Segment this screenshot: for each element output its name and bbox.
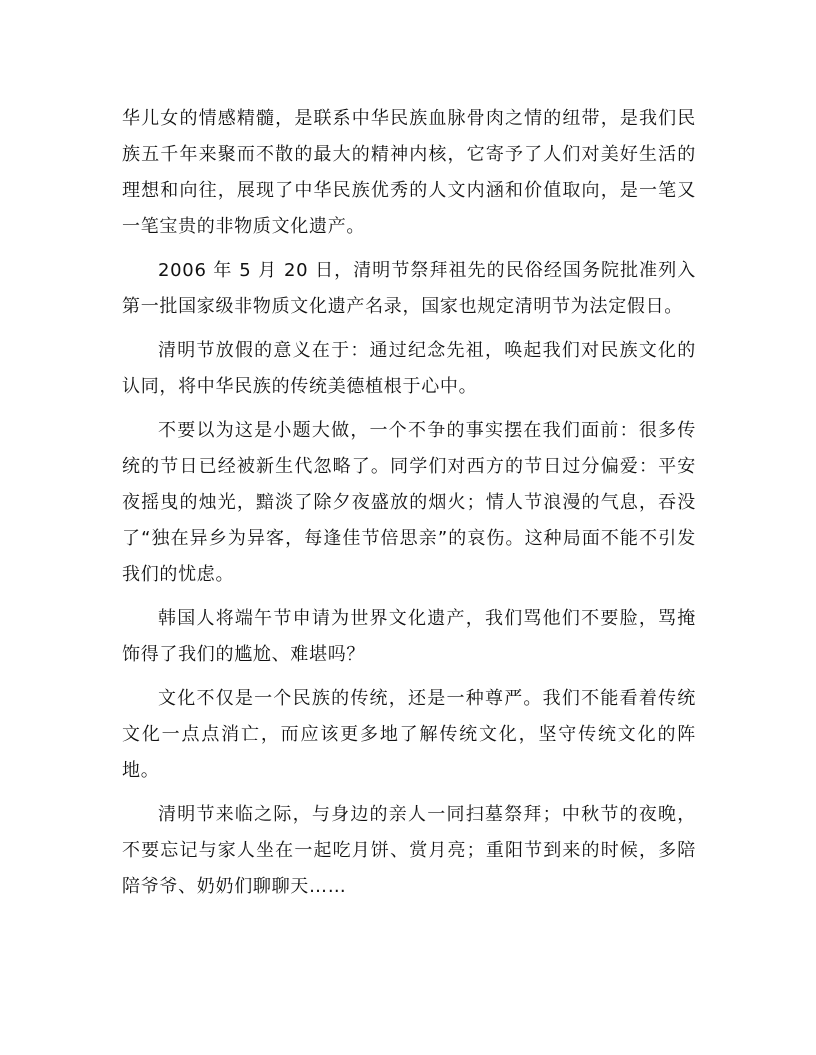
paragraph-7: 清明节来临之际，与身边的亲人一同扫墓祭拜；中秋节的夜晚，不要忘记与家人坐在一起吃月饼、赏月亮；重阳节到来的时候，多陪陪爷爷、奶奶们聊聊天…… [122, 804, 696, 897]
paragraph-5: 韩国人将端午节申请为世界文化遗产，我们骂他们不要脸，骂掩饰得了我们的尴尬、难堪吗？ [122, 608, 696, 665]
paragraph-1: 华儿女的情感精髓，是联系中华民族血脉骨肉之情的纽带，是我们民族五千年来聚而不散的最大的精神内核，它寄予了人们对美好生活的理想和向往，展现了中华民族优秀的人文内涵和价值取向，是一笔又一笔宝贵的非物质文化遗产。 [122, 108, 696, 237]
paragraph-2: 2006 年 5 月 20 日，清明节祭拜祖先的民俗经国务院批准列入第一批国家级非物质文化遗产名录，国家也规定清明节为法定假日。 [122, 260, 696, 317]
paragraph-3: 清明节放假的意义在于：通过纪念先祖，唤起我们对民族文化的认同，将中华民族的传统美德植根于心中。 [122, 340, 696, 397]
paragraph-6: 文化不仅是一个民族的传统，还是一种尊严。我们不能看着传统文化一点点消亡，而应该更多地了解传统文化，坚守传统文化的阵地。 [122, 688, 696, 781]
paragraph-4: 不要以为这是小题大做，一个不争的事实摆在我们面前：很多传统的节日已经被新生代忽略了。同学们对西方的节日过分偏爱：平安夜摇曳的烛光，黯淡了除夕夜盛放的烟火；情人节浪漫的气息，吞没了“独在异乡为异客，每逢佳节倍思亲”的哀伤。这种局面不能不引发我们的忧虑。 [122, 420, 696, 585]
document-body [122, 101, 696, 913]
